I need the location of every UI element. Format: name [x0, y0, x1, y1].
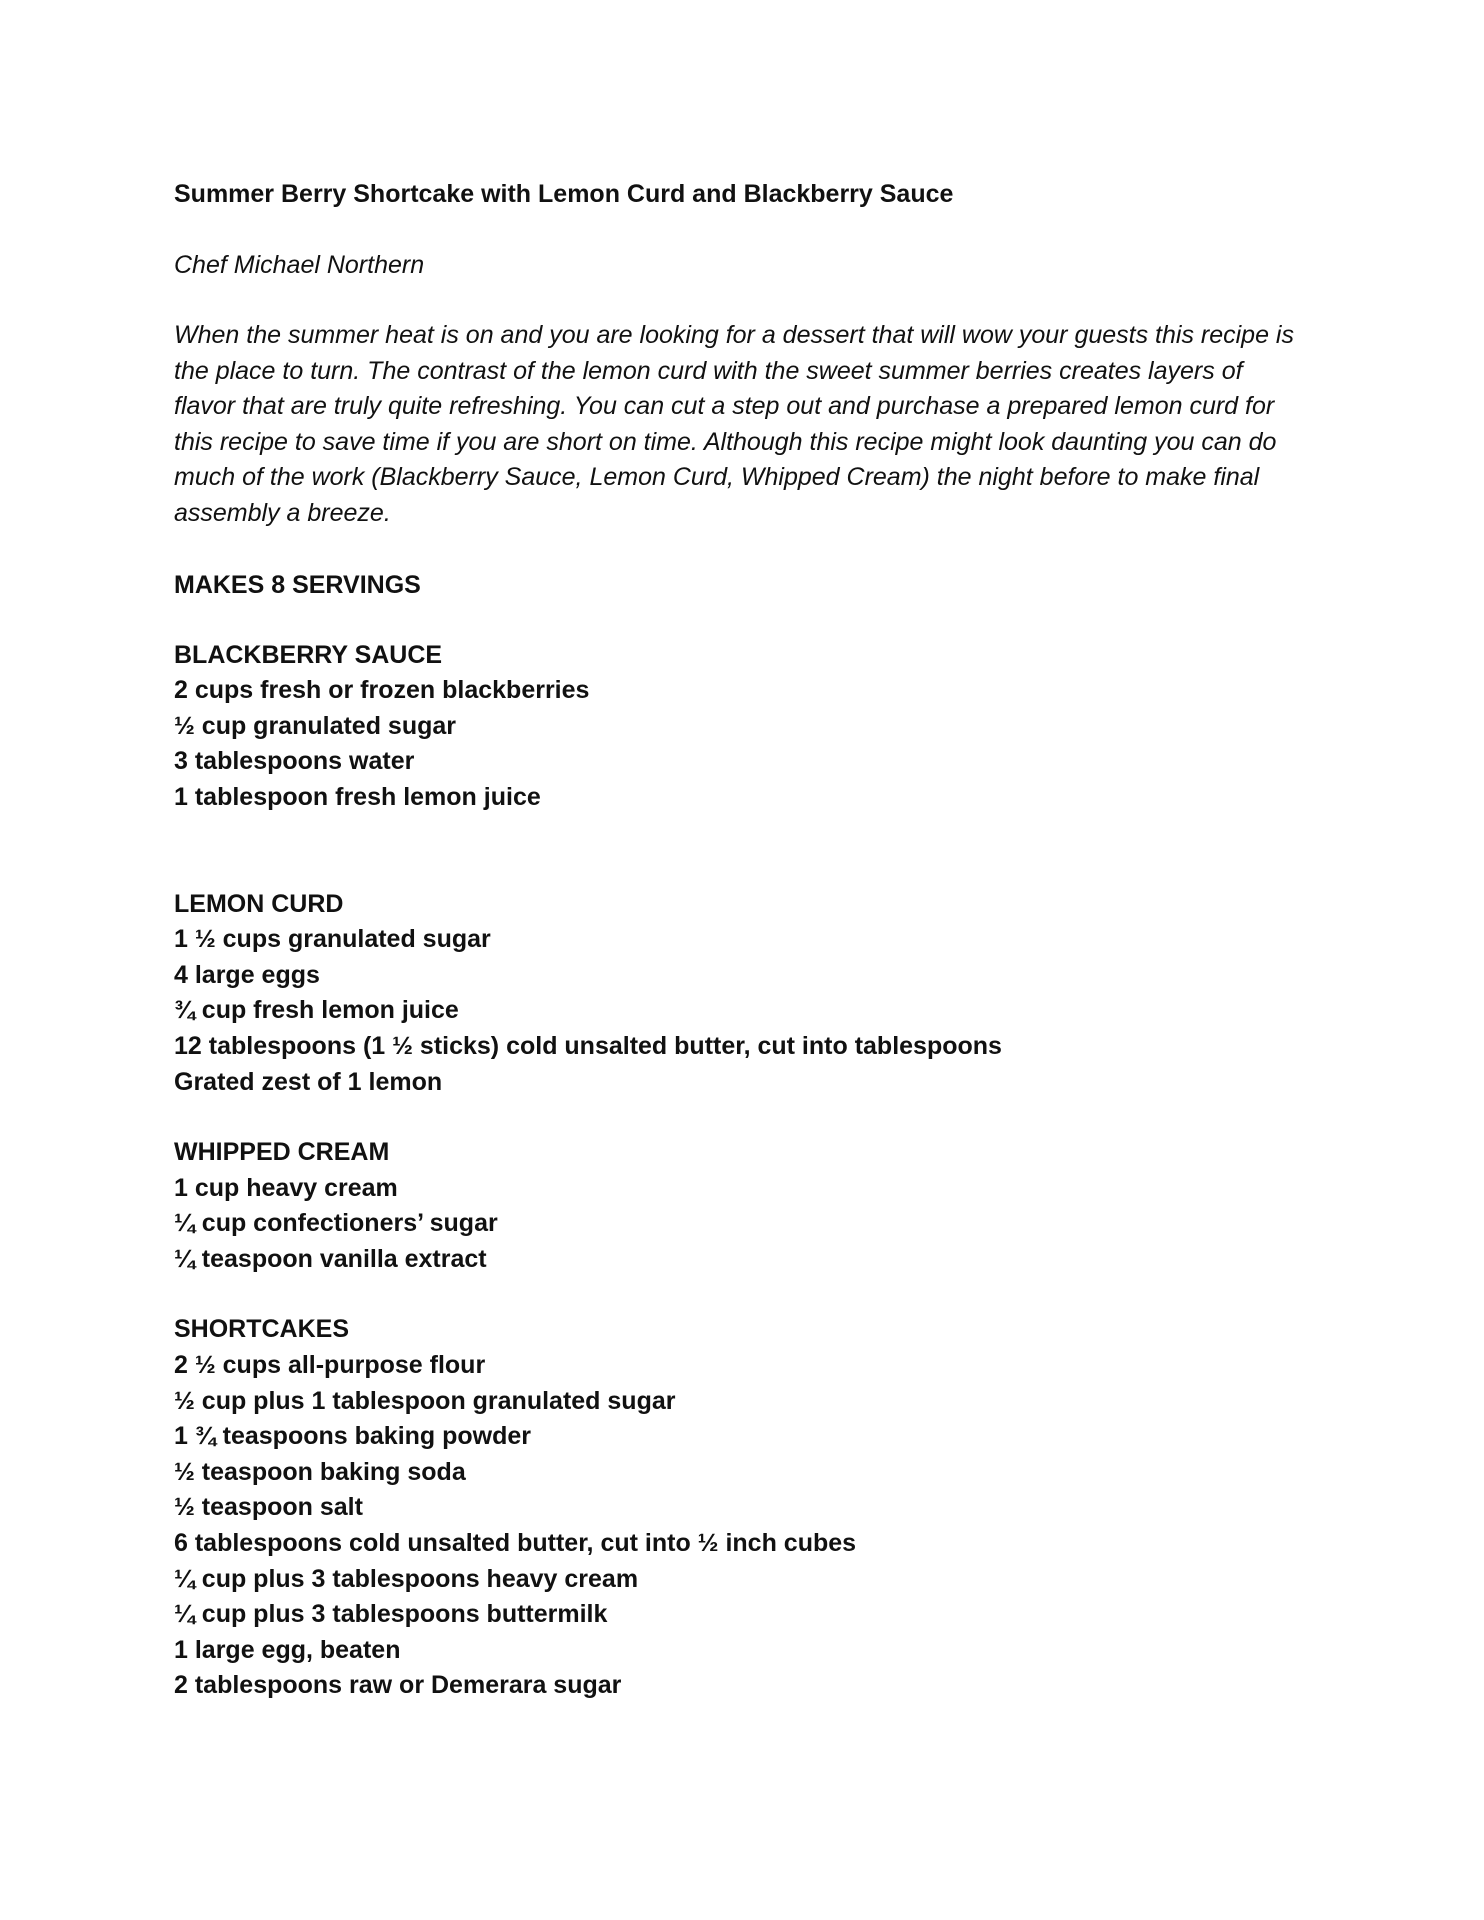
section-shortcakes	[174, 1312, 1314, 1704]
ingredient-item: 1 cup heavy cream	[174, 1173, 398, 1202]
ingredient-item: 2 ½ cups all-purpose flour	[174, 1351, 486, 1380]
ingredient-item: ½ cup granulated sugar	[174, 711, 457, 740]
recipe-servings: MAKES 8 SERVINGS	[174, 570, 421, 599]
section-heading: BLACKBERRY SAUCE	[174, 640, 443, 669]
ingredient-item: 1 ¾ teaspoons baking powder	[174, 1422, 532, 1451]
ingredient-item: ¾ cup fresh lemon juice	[174, 996, 459, 1025]
ingredient-item: ½ cup plus 1 tablespoon granulated sugar	[174, 1386, 676, 1415]
ingredient-item: Grated zest of 1 lemon	[174, 1067, 443, 1096]
section-heading: WHIPPED CREAM	[174, 1138, 390, 1167]
section-whipped-cream	[174, 1135, 1314, 1277]
ingredient-item: ¼ cup plus 3 tablespoons buttermilk	[174, 1600, 608, 1629]
ingredient-item: 6 tablespoons cold unsalted butter, cut into ½ inch cubes	[174, 1529, 857, 1558]
recipe-title: Summer Berry Shortcake with Lemon Curd and Blackberry Sauce	[174, 180, 954, 208]
section-blackberry-sauce	[174, 638, 1314, 816]
ingredient-item: 2 cups fresh or frozen blackberries	[174, 676, 590, 705]
recipe-intro: When the summer heat is on and you are looking for a dessert that will wow your guests this recipe is the place to turn. The contrast of the lemon curd with the sweet summer berries creates layers of flavor that are truly quite refreshing. You can cut a step out and purchase a prepared lemon curd for this recipe to save time if you are short on time. Although this recipe might look daunting you can do much of the work (Blackberry Sauce, Lemon Curd, Whipped Cream) the night before to make final assembly a breeze.	[174, 321, 1294, 527]
ingredient-item: 1 ½ cups granulated sugar	[174, 925, 491, 954]
section-lemon-curd	[174, 887, 1314, 1101]
ingredient-item: ¼ cup confectioners’ sugar	[174, 1209, 498, 1238]
recipe-author: Chef Michael Northern	[174, 251, 425, 279]
ingredient-item: ½ teaspoon salt	[174, 1493, 363, 1522]
ingredient-item: 2 tablespoons raw or Demerara sugar	[174, 1671, 622, 1700]
recipe-page	[174, 176, 1314, 1704]
ingredient-list	[174, 922, 1314, 1100]
ingredient-item: 12 tablespoons (1 ½ sticks) cold unsalted butter, cut into tablespoons	[174, 1031, 1002, 1060]
ingredient-item: 1 tablespoon fresh lemon juice	[174, 782, 541, 811]
ingredient-list	[174, 1171, 1314, 1278]
ingredient-item: 1 large egg, beaten	[174, 1635, 401, 1664]
ingredient-list	[174, 1348, 1314, 1704]
section-heading: LEMON CURD	[174, 889, 344, 918]
ingredient-item: 4 large eggs	[174, 960, 320, 989]
ingredient-item: ¼ teaspoon vanilla extract	[174, 1244, 487, 1273]
section-heading: SHORTCAKES	[174, 1315, 350, 1344]
ingredient-item: ¼ cup plus 3 tablespoons heavy cream	[174, 1564, 639, 1593]
ingredient-item: 3 tablespoons water	[174, 747, 415, 776]
ingredient-item: ½ teaspoon baking soda	[174, 1457, 466, 1486]
ingredient-list	[174, 673, 1314, 815]
